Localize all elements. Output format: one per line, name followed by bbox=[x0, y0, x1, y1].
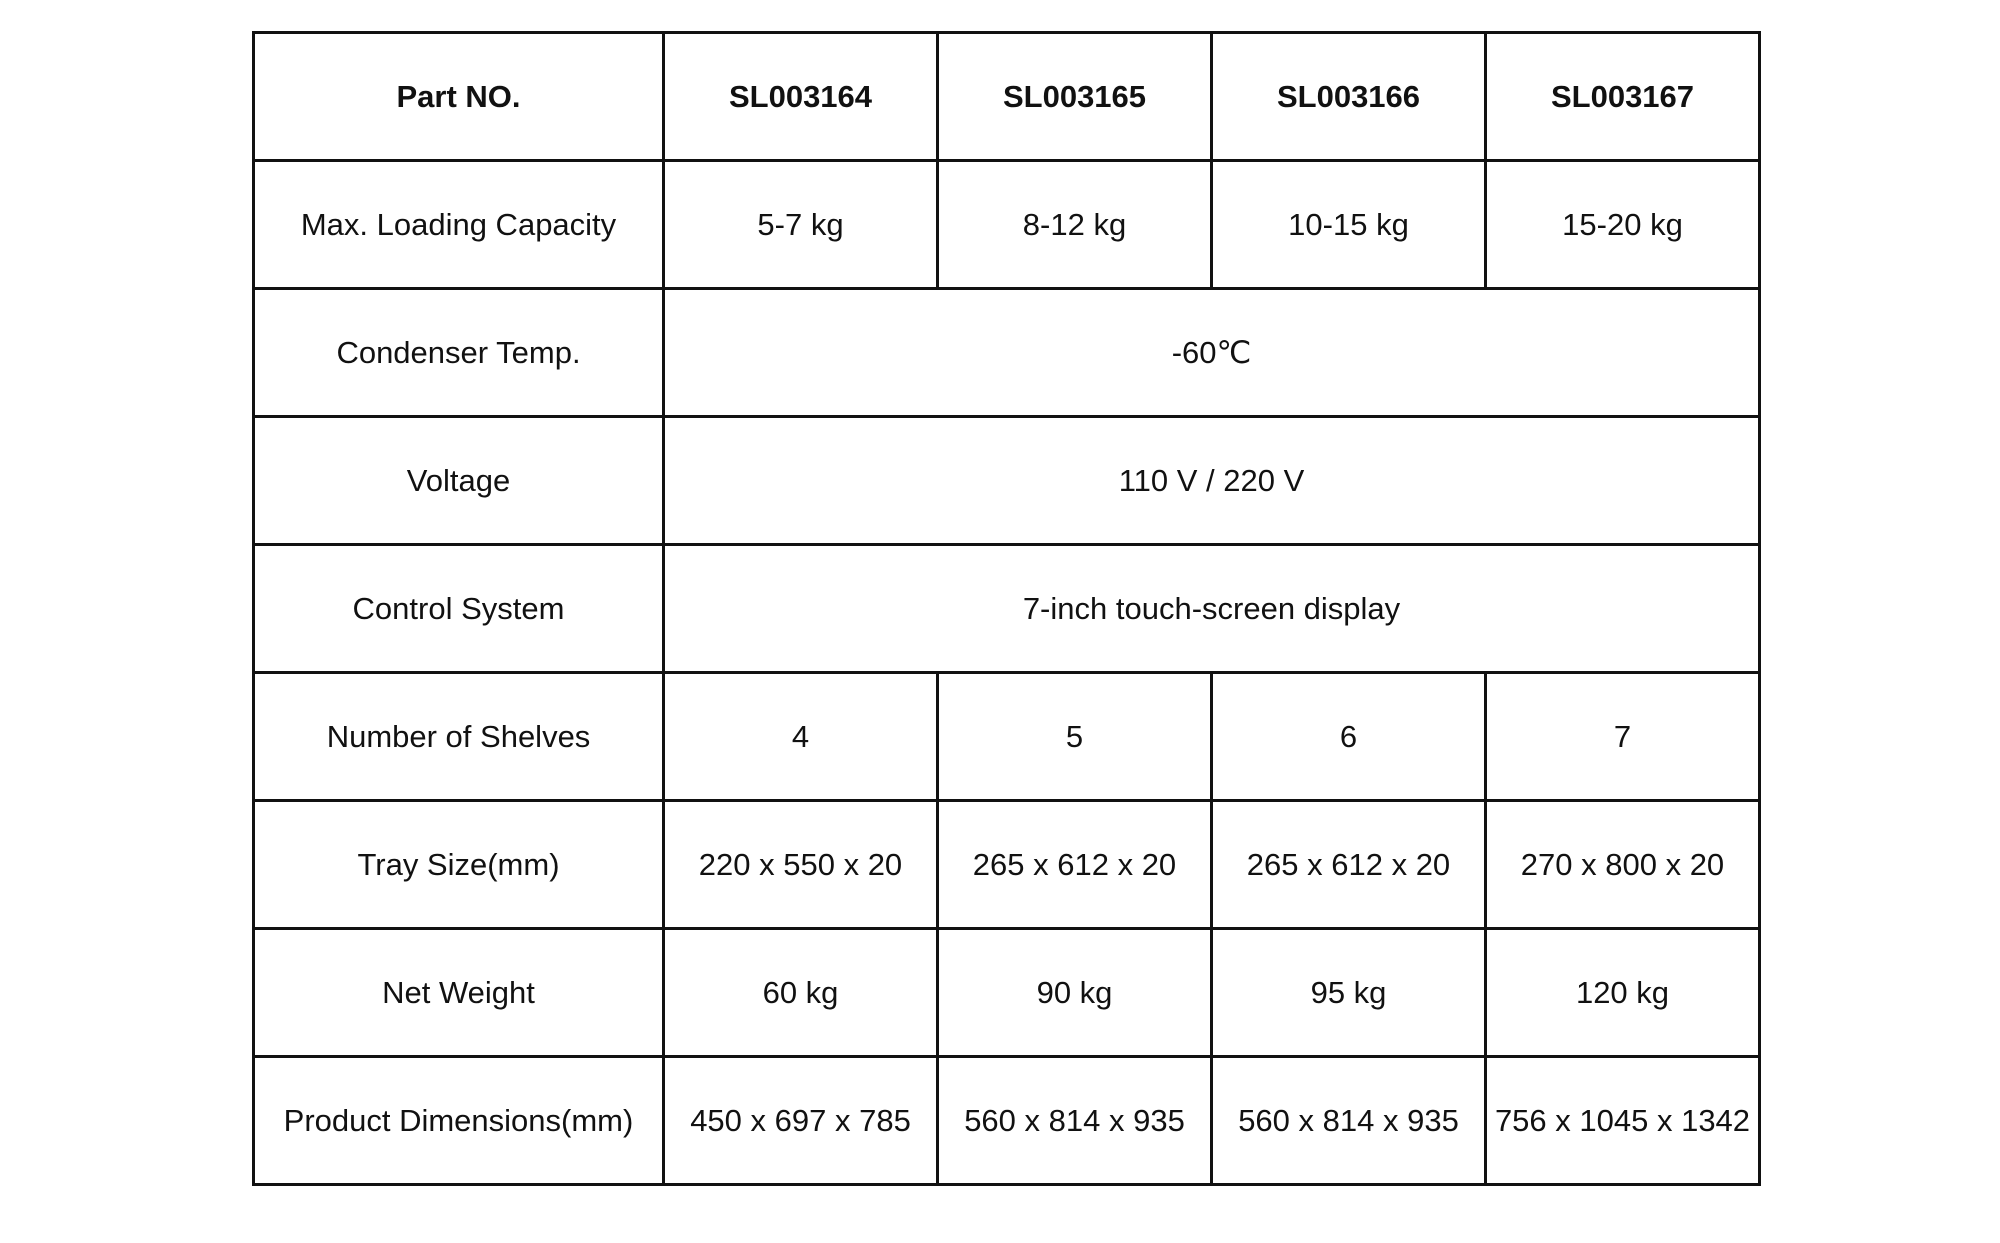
table-row-dimensions bbox=[254, 1057, 1760, 1185]
table-row-shelves bbox=[254, 673, 1760, 801]
row-label: Voltage bbox=[254, 417, 664, 545]
table-row-capacity bbox=[254, 161, 1760, 289]
table-cell: 265 x 612 x 20 bbox=[938, 801, 1212, 929]
specification-table bbox=[252, 31, 1761, 1186]
merged-cell: 7-inch touch-screen display bbox=[664, 545, 1760, 673]
table-cell: 6 bbox=[1212, 673, 1486, 801]
model-header: SL003164 bbox=[664, 33, 938, 161]
table-cell: 60 kg bbox=[664, 929, 938, 1057]
table-cell: 560 x 814 x 935 bbox=[1212, 1057, 1486, 1185]
table-row-tray bbox=[254, 801, 1760, 929]
row-label: Max. Loading Capacity bbox=[254, 161, 664, 289]
table-row-condenser bbox=[254, 289, 1760, 417]
table-cell: 10-15 kg bbox=[1212, 161, 1486, 289]
table-row-voltage bbox=[254, 417, 1760, 545]
table-cell: 265 x 612 x 20 bbox=[1212, 801, 1486, 929]
table-cell: 7 bbox=[1486, 673, 1760, 801]
table-cell: 270 x 800 x 20 bbox=[1486, 801, 1760, 929]
row-label: Net Weight bbox=[254, 929, 664, 1057]
table-cell: 756 x 1045 x 1342 bbox=[1486, 1057, 1760, 1185]
table-cell: 220 x 550 x 20 bbox=[664, 801, 938, 929]
table-header-row bbox=[254, 33, 1760, 161]
row-label: Product Dimensions(mm) bbox=[254, 1057, 664, 1185]
model-header: SL003166 bbox=[1212, 33, 1486, 161]
part-no-header: Part NO. bbox=[254, 33, 664, 161]
table-cell: 4 bbox=[664, 673, 938, 801]
model-header: SL003165 bbox=[938, 33, 1212, 161]
merged-cell: 110 V / 220 V bbox=[664, 417, 1760, 545]
table-cell: 15-20 kg bbox=[1486, 161, 1760, 289]
table-cell: 560 x 814 x 935 bbox=[938, 1057, 1212, 1185]
table-cell: 5-7 kg bbox=[664, 161, 938, 289]
row-label: Control System bbox=[254, 545, 664, 673]
table-cell: 95 kg bbox=[1212, 929, 1486, 1057]
table-cell: 450 x 697 x 785 bbox=[664, 1057, 938, 1185]
table-cell: 120 kg bbox=[1486, 929, 1760, 1057]
table-row-control bbox=[254, 545, 1760, 673]
table-cell: 5 bbox=[938, 673, 1212, 801]
model-header: SL003167 bbox=[1486, 33, 1760, 161]
table-row-weight bbox=[254, 929, 1760, 1057]
row-label: Tray Size(mm) bbox=[254, 801, 664, 929]
row-label: Number of Shelves bbox=[254, 673, 664, 801]
row-label: Condenser Temp. bbox=[254, 289, 664, 417]
table-cell: 90 kg bbox=[938, 929, 1212, 1057]
table-cell: 8-12 kg bbox=[938, 161, 1212, 289]
merged-cell: -60℃ bbox=[664, 289, 1760, 417]
